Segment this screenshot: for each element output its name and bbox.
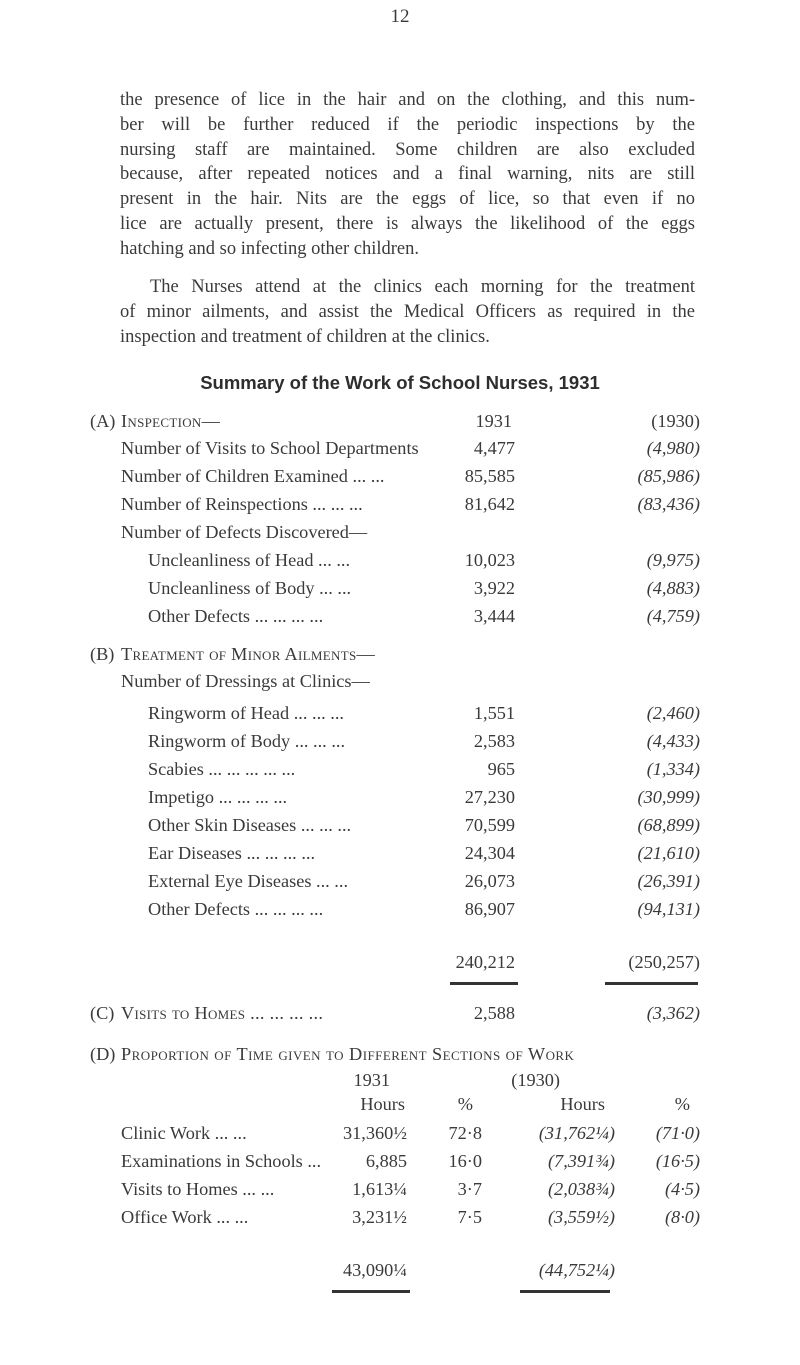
row-label: Examinations in Schools ... (121, 1151, 322, 1171)
row-hours: 6,885 (365, 1151, 407, 1171)
row-value: 86,907 (464, 899, 515, 919)
table-row (0, 606, 800, 634)
row-label: Other Defects ... ... ... ... (148, 606, 324, 626)
row-value: 26,073 (464, 871, 515, 891)
row-previous-value: (21,610) (637, 843, 700, 863)
row-value: 27,230 (464, 787, 515, 807)
column-header-1930: (1930) (511, 1070, 560, 1090)
section-b-heading-row (0, 644, 800, 672)
page-number: 12 (390, 6, 410, 27)
table-row (0, 550, 800, 578)
row-previous-value: (83,436) (637, 494, 700, 514)
section-a-heading-row (0, 411, 800, 439)
total-row (0, 952, 800, 980)
row-hours: 3,231½ (352, 1207, 407, 1227)
row-percent: 16·0 (448, 1151, 482, 1171)
row-value: 4,477 (473, 438, 515, 458)
table-row (0, 759, 800, 787)
row-hours-prev: (2,038¾) (547, 1179, 615, 1199)
table-row (0, 815, 800, 843)
row-previous-value: (30,999) (637, 787, 700, 807)
table-row (0, 899, 800, 927)
row-label: Scabies ... ... ... ... ... (148, 759, 296, 779)
row-label: Uncleanliness of Head ... ... (148, 550, 351, 570)
table-row (0, 1179, 800, 1207)
paragraph-line: lice are actually present, there is always the likelihood of the eggs (120, 213, 695, 234)
row-previous-value: (4,759) (646, 606, 700, 626)
table-row (0, 466, 800, 494)
total-hours-prev: (44,752¼) (538, 1260, 615, 1280)
row-label: Number of Children Examined ... ... (121, 466, 385, 486)
row-label: External Eye Diseases ... ... (148, 871, 349, 891)
row-previous-value: (2,460) (646, 703, 700, 723)
summary-title: Summary of the Work of School Nurses, 1931 (200, 372, 600, 393)
row-label: Ringworm of Head ... ... ... (148, 703, 344, 723)
unit-header-row (0, 1094, 800, 1122)
row-percent-prev: (4·5) (664, 1179, 700, 1199)
column-header-percent: % (457, 1094, 473, 1114)
paragraph-line: of minor ailments, and assist the Medical Officers as required in the (120, 301, 695, 322)
column-header-1931: 1931 (353, 1070, 390, 1090)
table-row (0, 494, 800, 522)
paragraph-line: the presence of lice in the hair and on the clothing, and this num- (120, 90, 695, 110)
section-letter: (D) (90, 1044, 116, 1064)
total-row (0, 1260, 800, 1288)
row-label: Clinic Work ... ... (121, 1123, 247, 1143)
row-previous-value: (4,980) (646, 438, 700, 458)
row-value: 3,444 (473, 606, 515, 626)
row-label: Impetigo ... ... ... ... (148, 787, 288, 807)
row-label: Ringworm of Body ... ... ... (148, 731, 346, 751)
table-row (0, 438, 800, 466)
column-header-hours: Hours (360, 1094, 405, 1114)
row-label: Office Work ... ... (121, 1207, 249, 1227)
row-previous-value: (94,131) (637, 899, 700, 919)
row-value: 1,551 (473, 703, 515, 723)
sub-heading-row (0, 671, 800, 699)
table-row (0, 1123, 800, 1151)
row-value: 2,583 (473, 731, 515, 751)
row-previous-value: (9,975) (646, 550, 700, 570)
table-row (0, 843, 800, 871)
row-value: 10,023 (464, 550, 515, 570)
table-row (0, 578, 800, 606)
row-value: 2,588 (473, 1003, 515, 1023)
row-previous-value: (4,433) (646, 731, 700, 751)
row-percent: 7·5 (457, 1207, 482, 1227)
total-hours: 43,090¼ (343, 1260, 407, 1280)
row-label: Ear Diseases ... ... ... ... (148, 843, 316, 863)
column-header-percent-prev: % (674, 1094, 690, 1114)
row-previous-value: (85,986) (637, 466, 700, 486)
section-c-row (0, 1003, 800, 1031)
total-underline (450, 982, 518, 985)
row-previous-value: (3,362) (646, 1003, 700, 1023)
row-hours: 31,360½ (343, 1123, 407, 1143)
intro-paragraph (120, 88, 695, 262)
paragraph-line: hatching and so infecting other children. (120, 238, 419, 259)
row-label: Uncleanliness of Body ... ... (148, 578, 352, 598)
row-value: 965 (487, 759, 515, 779)
total-previous-value: (250,257) (628, 952, 700, 972)
nurses-paragraph (120, 275, 695, 349)
row-hours-prev: (7,391¾) (547, 1151, 615, 1171)
total-underline (332, 1290, 410, 1293)
section-heading: Treatment of Minor Ailments— (121, 644, 376, 664)
total-value: 240,212 (455, 952, 515, 972)
section-letter: (B) (90, 644, 115, 664)
total-underline (520, 1290, 610, 1293)
row-label: Number of Visits to School Departments (121, 438, 419, 458)
section-letter: (A) (90, 411, 116, 431)
table-row (0, 871, 800, 899)
row-label: Other Defects ... ... ... ... (148, 899, 324, 919)
section-letter: (C) (90, 1003, 115, 1023)
row-previous-value: (1,334) (646, 759, 700, 779)
paragraph-line: because, after repeated notices and a final warning, nits are still (120, 164, 695, 185)
section-heading: Visits to Homes ... ... ... ... (121, 1003, 324, 1023)
row-label: Number of Reinspections ... ... ... (121, 494, 363, 514)
row-percent-prev: (16·5) (655, 1151, 700, 1171)
section-heading: Inspection— (121, 411, 221, 431)
paragraph-line: nursing staff are maintained. Some children are also excluded (120, 139, 695, 160)
row-value: 70,599 (464, 815, 515, 835)
row-value: 3,922 (473, 578, 515, 598)
table-row (0, 1207, 800, 1235)
row-value: 85,585 (464, 466, 515, 486)
row-previous-value: (68,899) (637, 815, 700, 835)
table-row (0, 703, 800, 731)
table-row (0, 787, 800, 815)
column-header-hours-prev: Hours (560, 1094, 605, 1114)
table-row (0, 731, 800, 759)
sub-heading: Number of Dressings at Clinics— (121, 671, 370, 691)
paragraph-line: inspection and treatment of children at the clinics. (120, 326, 490, 347)
row-percent: 72·8 (448, 1123, 482, 1143)
section-heading: Proportion of Time given to Different Sections of Work (121, 1044, 575, 1064)
table-row (0, 1151, 800, 1179)
paragraph-line: The Nurses attend at the clinics each morning for the treatment (150, 277, 695, 297)
row-label: Other Skin Diseases ... ... ... (148, 815, 352, 835)
row-hours-prev: (31,762¼) (538, 1123, 615, 1143)
row-percent-prev: (71·0) (655, 1123, 700, 1143)
row-label: Visits to Homes ... ... (121, 1179, 275, 1199)
row-percent: 3·7 (457, 1179, 482, 1199)
row-hours: 1,613¼ (352, 1179, 407, 1199)
paragraph-line: present in the hair. Nits are the eggs of lice, so that even if no (120, 189, 695, 210)
row-hours-prev: (3,559½) (547, 1207, 615, 1227)
defects-heading: Number of Defects Discovered— (121, 522, 368, 542)
row-value: 81,642 (464, 494, 515, 514)
column-header-1930: (1930) (651, 411, 700, 431)
column-header-1931: 1931 (475, 411, 512, 431)
defects-heading-row (0, 522, 800, 550)
row-value: 24,304 (464, 843, 515, 863)
section-d-heading-row (0, 1044, 800, 1072)
paragraph-line: ber will be further reduced if the periodic inspections by the (120, 114, 695, 135)
row-previous-value: (4,883) (646, 578, 700, 598)
row-percent-prev: (8·0) (664, 1207, 700, 1227)
total-underline (605, 982, 698, 985)
row-previous-value: (26,391) (637, 871, 700, 891)
